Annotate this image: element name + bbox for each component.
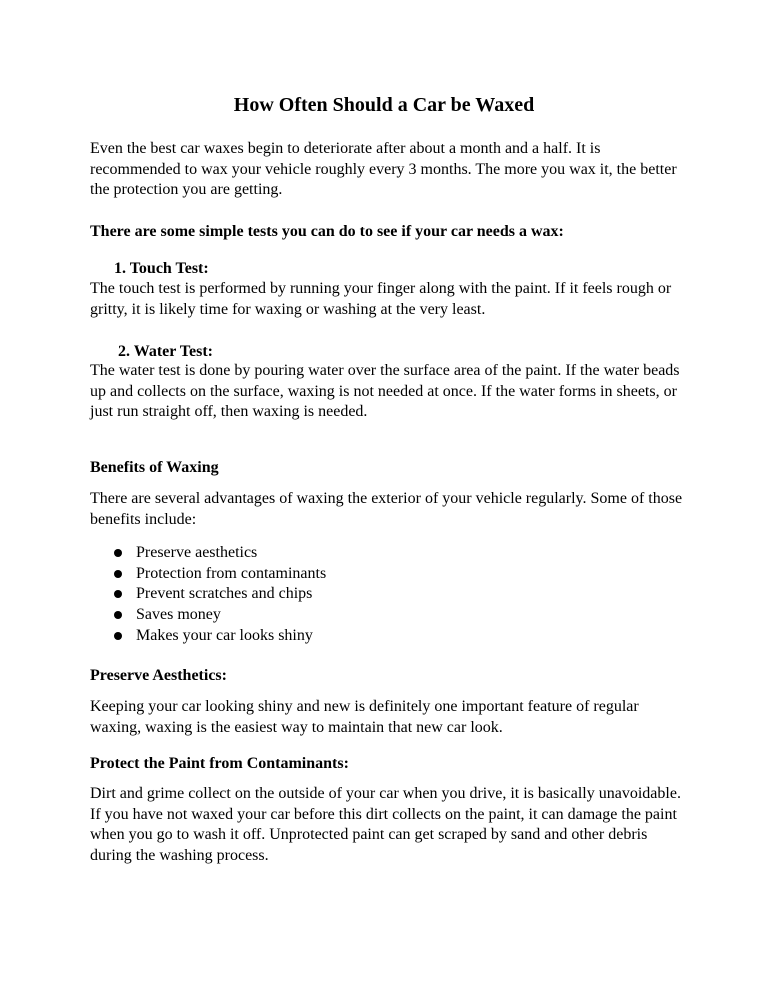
touch-test-heading: 1. Touch Test: xyxy=(114,260,209,277)
water-test-body: The water test is done by pouring water over the surface area of the paint. If the water beads up and collects on the surface, waxing is not needed at once. If the water forms in sheets, or just run straight off, then waxing is needed. xyxy=(90,362,680,420)
list-item: Saves money xyxy=(112,605,326,626)
bullet-icon xyxy=(114,632,122,640)
bullet-icon xyxy=(114,611,122,619)
page-title: How Often Should a Car be Waxed xyxy=(233,94,535,116)
contaminants-body: Dirt and grime collect on the outside of your car when you drive, it is basically unavoidable. If you have not waxed your car before this dirt collects on the paint, it can damage the paint when you go to wash it off. Unprotected paint can get scraped by sand and other debris during the washing process. xyxy=(90,785,681,864)
list-item: Protection from contaminants xyxy=(112,564,326,585)
tests-heading: There are some simple tests you can do to see if your car needs a wax: xyxy=(90,223,564,240)
benefits-list xyxy=(112,543,326,647)
intro-paragraph: Even the best car waxes begin to deteriorate after about a month and a half. It is recommended to wax your vehicle roughly every 3 months. The more you wax it, the better the protection you are getting. xyxy=(90,140,677,198)
list-item: Preserve aesthetics xyxy=(112,543,326,564)
aesthetics-heading: Preserve Aesthetics: xyxy=(90,667,227,684)
aesthetics-body: Keeping your car looking shiny and new is definitely one important feature of regular waxing, waxing is the easiest way to maintain that new car look. xyxy=(90,698,639,736)
contaminants-heading: Protect the Paint from Contaminants: xyxy=(90,755,349,772)
water-test-heading: 2. Water Test: xyxy=(118,343,213,360)
benefits-intro: There are several advantages of waxing the exterior of your vehicle regularly. Some of those benefits include: xyxy=(90,490,683,528)
bullet-icon xyxy=(114,570,122,578)
list-item: Makes your car looks shiny xyxy=(112,626,326,647)
touch-test-body: The touch test is performed by running your finger along with the paint. If it feels rough or gritty, it is likely time for waxing or washing at the very least. xyxy=(90,280,672,318)
benefits-heading: Benefits of Waxing xyxy=(90,459,219,476)
bullet-icon xyxy=(114,590,122,598)
list-item: Prevent scratches and chips xyxy=(112,584,326,605)
bullet-icon xyxy=(114,549,122,557)
